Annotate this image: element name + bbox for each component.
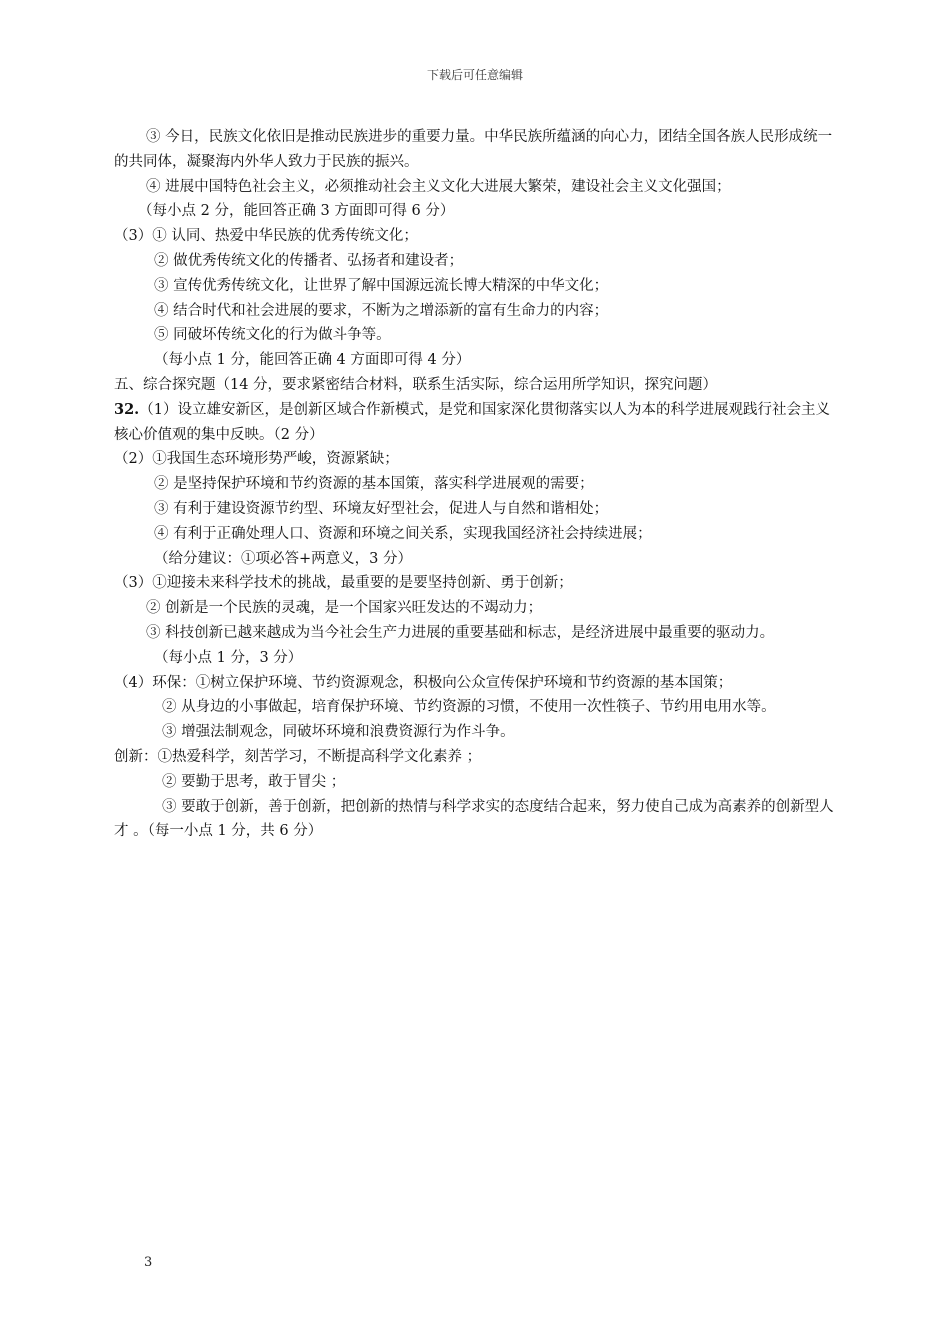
- line-text: （1）设立雄安新区，是创新区域合作新模式，是党和国家深化贯彻落实以人为本的科学进展观践行社会主义核心价值观的集中反映。（2 分）: [114, 401, 830, 443]
- line-text: （给分建议：①项必答+两意义，3 分）: [154, 550, 412, 567]
- line-text: ③ 增强法制观念，同破坏环境和浪费资源行为作斗争。: [162, 724, 515, 741]
- line-text: ② 做优秀传统文化的传播者、弘扬者和建设者；: [154, 252, 464, 269]
- text-line: [114, 497, 838, 522]
- line-text: （3）①迎接未来科学技术的挑战，最重要的是要坚持创新、勇于创新；: [114, 575, 573, 592]
- line-text: ② 要勤于思考，敢于冒尖 ；: [162, 773, 346, 790]
- line-text: （4）环保：①树立保护环境、节约资源观念，积极向公众宣传保护环境和节约资源的基本国策；: [114, 674, 733, 691]
- text-line: [114, 199, 838, 224]
- page-number: 3: [144, 1255, 153, 1270]
- text-line: [114, 175, 838, 200]
- text-line: [114, 398, 838, 448]
- text-line: [114, 323, 838, 348]
- text-line: [114, 274, 838, 299]
- line-text: ② 是坚持保护环境和节约资源的基本国策，落实科学进展观的需要；: [154, 476, 594, 493]
- text-line: [114, 596, 838, 621]
- line-text: （每小点 2 分，能回答正确 3 方面即可得 6 分）: [138, 203, 455, 220]
- text-line: [114, 770, 838, 795]
- line-text: ③ 要敢于创新，善于创新，把创新的热情与科学求实的态度结合起来，努力使自己成为高素养的创新型人才 。（每一小点 1 分，共 6 分）: [114, 798, 834, 840]
- text-line: [114, 695, 838, 720]
- text-line: [114, 125, 838, 175]
- line-text: （每小点 1 分，3 分）: [154, 649, 303, 666]
- text-line: [114, 745, 838, 770]
- text-line: [114, 621, 838, 646]
- line-text: （2）①我国生态环境形势严峻，资源紧缺；: [114, 451, 399, 468]
- text-line: [114, 373, 838, 398]
- text-line: [114, 795, 838, 845]
- text-line: [114, 224, 838, 249]
- line-text: ⑤ 同破坏传统文化的行为做斗争等。: [154, 327, 391, 344]
- line-text: ③ 宣传优秀传统文化，让世界了解中国源远流长博大精深的中华文化；: [154, 277, 609, 294]
- text-line: [114, 547, 838, 572]
- text-line: [114, 447, 838, 472]
- line-text: ③ 有利于建设资源节约型、环境友好型社会，促进人与自然和谐相处；: [154, 500, 609, 517]
- text-line: [114, 571, 838, 596]
- document-body: [114, 125, 838, 844]
- line-text: ④ 有利于正确处理人口、资源和环境之间关系，实现我国经济社会持续进展；: [154, 525, 652, 542]
- text-line: [114, 249, 838, 274]
- line-text: ② 从身边的小事做起，培育保护环境、节约资源的习惯，不使用一次性筷子、节约用电用水等。: [162, 699, 776, 716]
- text-line: [114, 646, 838, 671]
- line-text: 五、综合探究题（14 分，要求紧密结合材料，联系生活实际，综合运用所学知识，探究问题）: [114, 376, 718, 393]
- line-text: ③ 科技创新已越来越成为当今社会生产力进展的重要基础和标志，是经济进展中最重要的驱动力。: [146, 624, 775, 641]
- line-text: （3）① 认同、热爱中华民族的优秀传统文化；: [114, 228, 418, 245]
- page-header: 下载后可任意编辑: [426, 68, 523, 82]
- text-line: [114, 720, 838, 745]
- text-line: [114, 671, 838, 696]
- line-text: ④ 结合时代和社会进展的要求，不断为之增添新的富有生命力的内容；: [154, 302, 609, 319]
- line-text: 创新：①热爱科学，刻苦学习，不断提高科学文化素养 ；: [114, 748, 482, 765]
- text-line: [114, 299, 838, 324]
- text-line: [114, 348, 838, 373]
- text-line: [114, 522, 838, 547]
- line-text: ③ 今日，民族文化依旧是推动民族进步的重要力量。中华民族所蕴涵的向心力，团结全国各族人民形成统一的共同体，凝聚海内外华人致力于民族的振兴。: [114, 129, 833, 170]
- line-text: ② 创新是一个民族的灵魂，是一个国家兴旺发达的不竭动力；: [146, 600, 543, 617]
- question-number: 32.: [114, 400, 140, 418]
- line-text: （每小点 1 分，能回答正确 4 方面即可得 4 分）: [154, 352, 471, 369]
- text-line: [114, 472, 838, 497]
- line-text: ④ 进展中国特色社会主义，必须推动社会主义文化大进展大繁荣，建设社会主义文化强国；: [146, 178, 731, 195]
